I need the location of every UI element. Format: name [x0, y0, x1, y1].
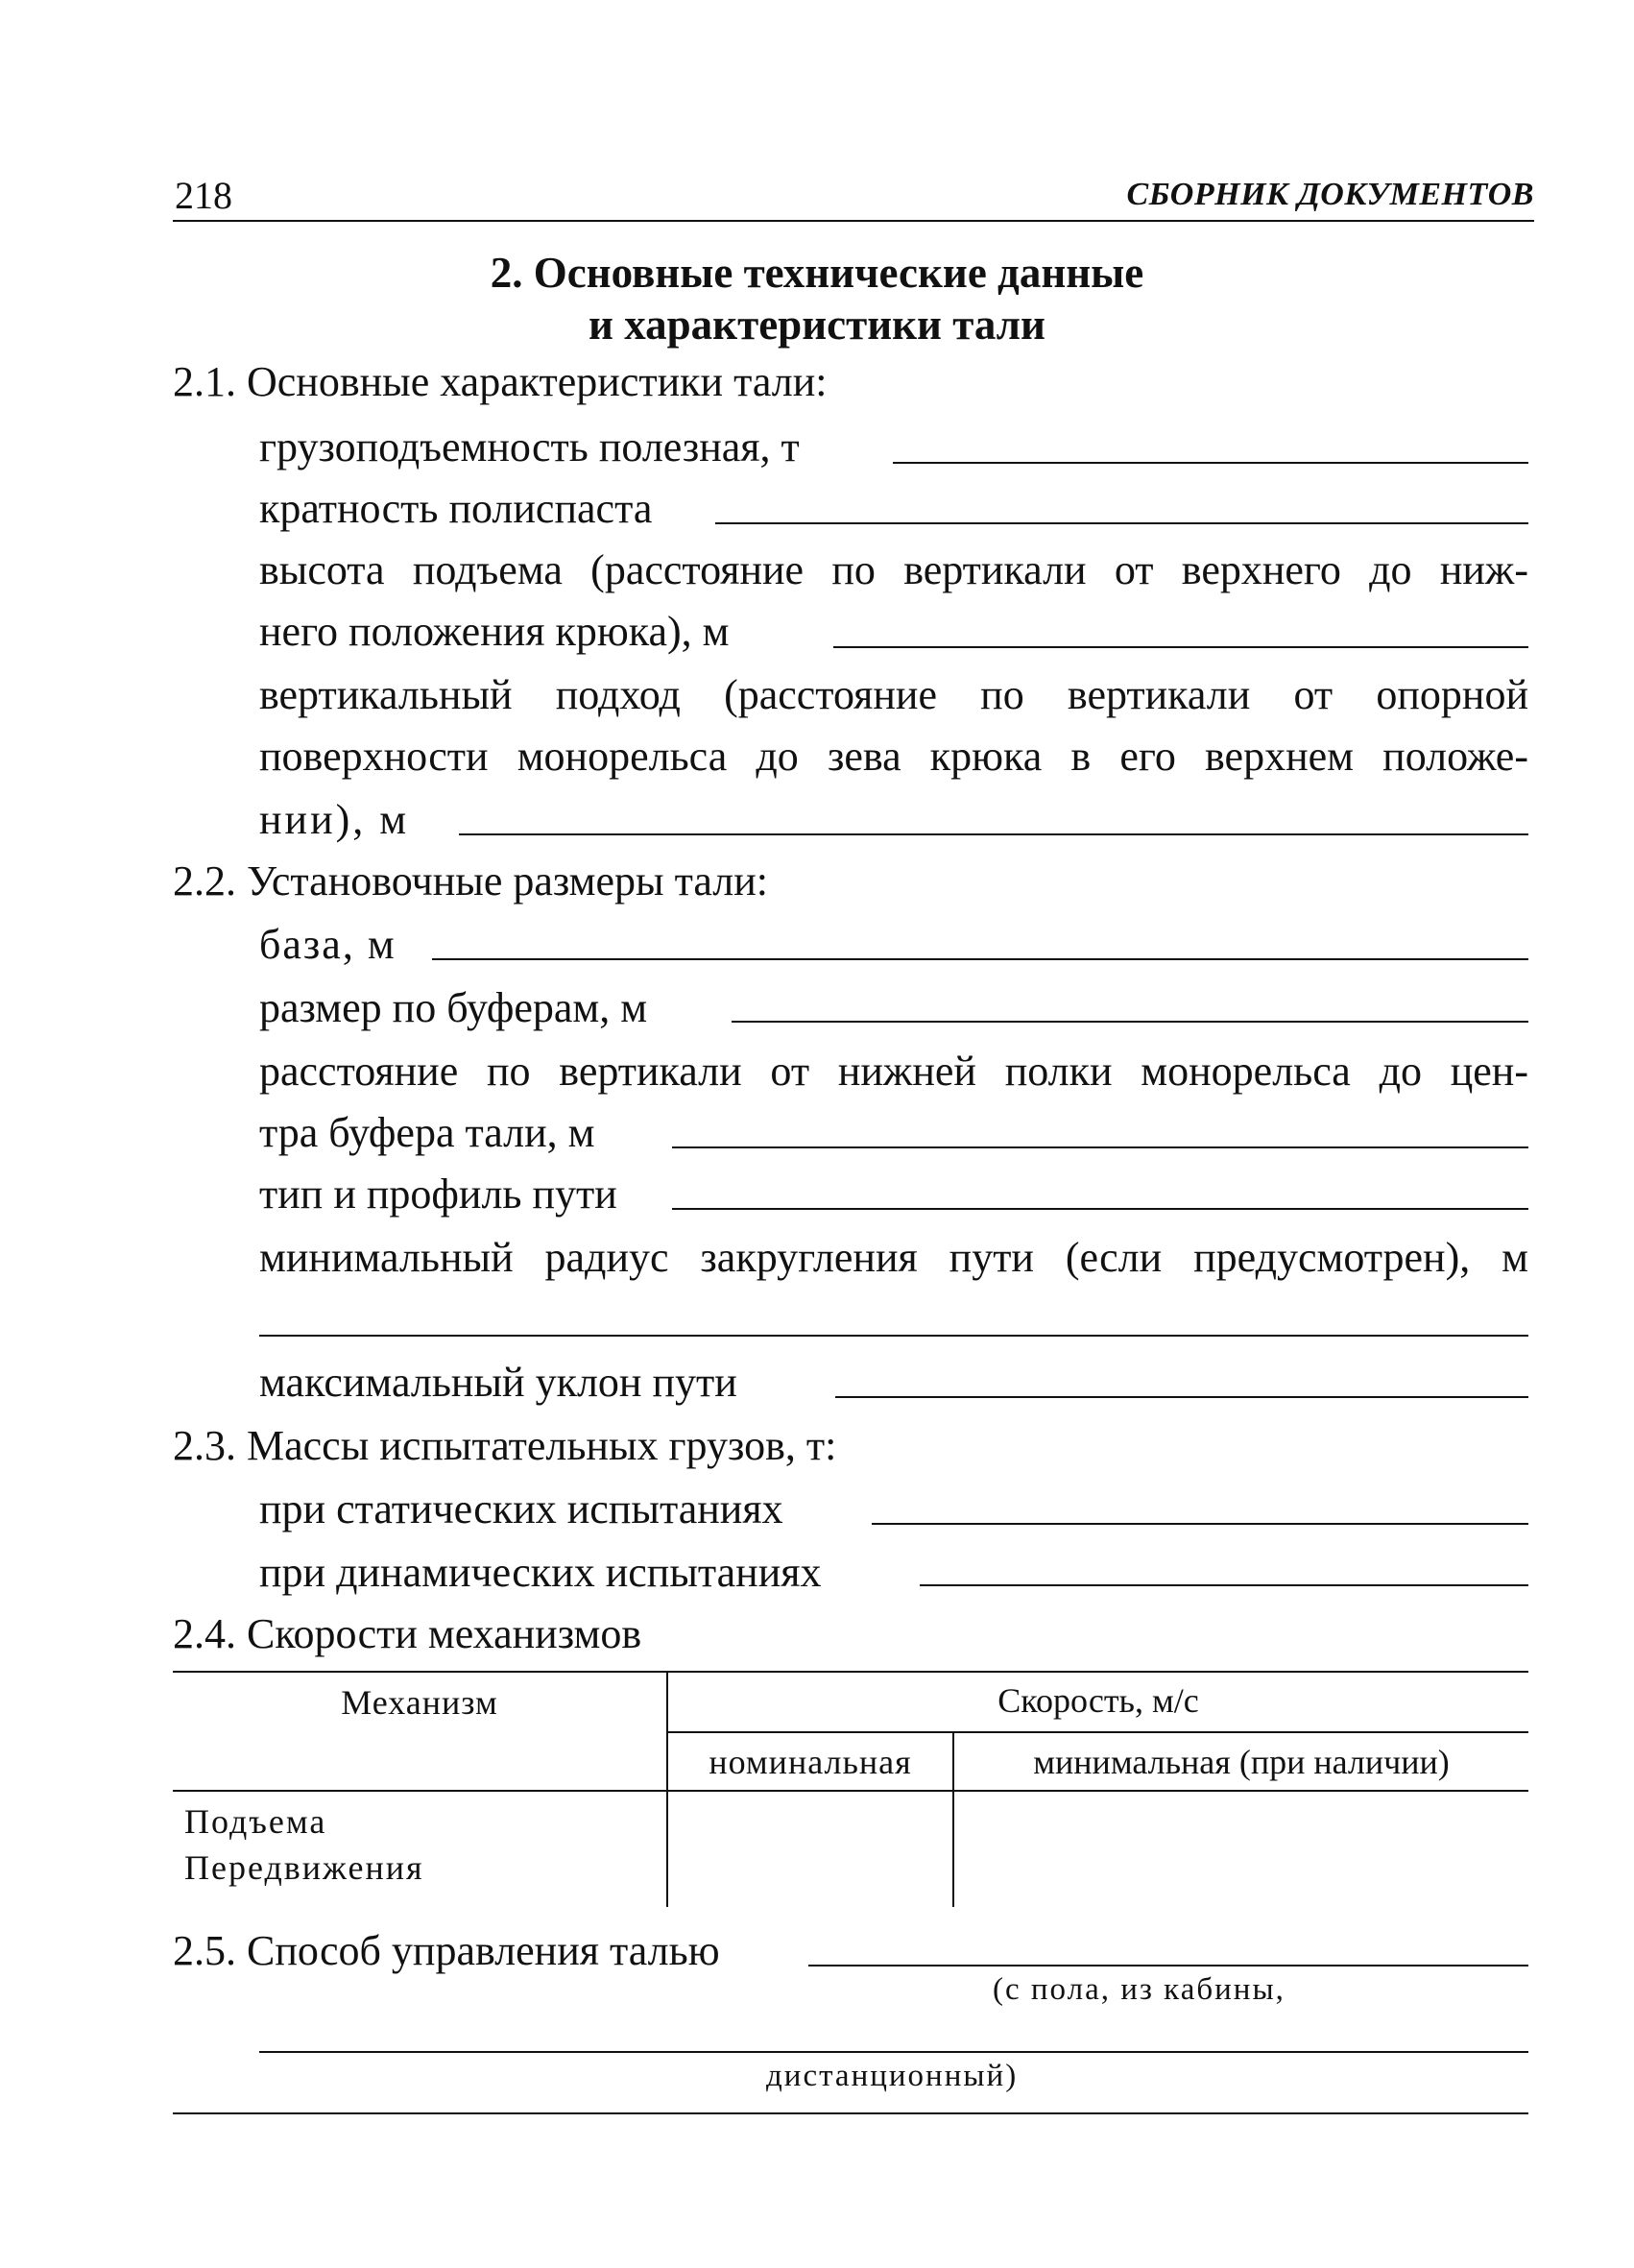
- table-top-rule: [173, 1671, 1528, 1673]
- buffer-size-label: размер по буферам, м: [259, 984, 648, 1031]
- buffer-size-field[interactable]: [732, 1021, 1528, 1023]
- track-radius-label: минимальный радиус закругления пути (если предусмотрен), м: [259, 1234, 1528, 1281]
- subsection-2-5-heading: 2.5. Способ управления талью: [173, 1927, 720, 1974]
- lift-height-label-line2: него положения крюка), м: [259, 608, 730, 655]
- base-field[interactable]: [432, 958, 1528, 960]
- bottom-rule: [173, 2112, 1528, 2114]
- dynamic-test-field[interactable]: [920, 1584, 1528, 1586]
- static-test-label: при статических испытаниях: [259, 1485, 783, 1532]
- control-method-field[interactable]: [808, 1965, 1528, 1966]
- track-slope-label: максимальный уклон пути: [259, 1359, 737, 1406]
- table-row-label: Передвижения: [184, 1848, 424, 1887]
- subsection-2-1-heading: 2.1. Основные характеристики тали:: [173, 358, 828, 405]
- table-header-nominal: номинальная: [709, 1743, 912, 1781]
- vertical-approach-label-line3: нии), м: [259, 796, 410, 843]
- header-rule: [173, 220, 1534, 222]
- subsection-2-2-heading: 2.2. Установочные размеры тали:: [173, 857, 768, 905]
- table-subheader-rule: [666, 1731, 1528, 1733]
- static-test-field[interactable]: [872, 1523, 1528, 1525]
- control-method-hint-line1: (с пола, из кабины,: [993, 1972, 1286, 2007]
- multiplicity-label: кратность полиспаста: [259, 485, 653, 532]
- table-cell-minimal[interactable]: [954, 1792, 1528, 1905]
- track-radius-field[interactable]: [259, 1335, 1528, 1337]
- track-type-label: тип и профиль пути: [259, 1170, 617, 1218]
- section-title-line1: 2. Основные технические данные: [490, 249, 1144, 297]
- lift-height-label-line1: высота подъема (расстояние по вертикали от верхнего до ниж-: [259, 546, 1528, 593]
- subsection-2-3-heading: 2.3. Массы испытательных грузов, т:: [173, 1422, 837, 1469]
- table-header-speed: Скорость, м/с: [997, 1681, 1199, 1720]
- subsection-2-4-heading: 2.4. Скорости механизмов: [173, 1610, 642, 1657]
- capacity-field[interactable]: [893, 462, 1528, 464]
- control-method-field-continued[interactable]: [259, 2051, 1528, 2053]
- table-header-minimal: минимальная (при наличии): [1033, 1743, 1450, 1781]
- capacity-label: грузоподъемность полезная, т: [259, 423, 800, 470]
- dynamic-test-label: при динамических испытаниях: [259, 1549, 822, 1596]
- track-slope-field[interactable]: [835, 1396, 1528, 1398]
- vertical-approach-label-line1: вертикальный подход (расстояние по вертикали от опорной: [259, 671, 1528, 718]
- vertical-approach-field[interactable]: [459, 833, 1528, 835]
- buffer-distance-label-line1: расстояние по вертикали от нижней полки монорельса до цен-: [259, 1048, 1528, 1095]
- running-header-title: СБОРНИК ДОКУМЕНТОВ: [1126, 177, 1534, 212]
- table-cell-nominal[interactable]: [668, 1792, 952, 1905]
- buffer-distance-field[interactable]: [672, 1146, 1528, 1148]
- table-header-mechanism: Механизм: [341, 1683, 498, 1722]
- track-type-field[interactable]: [672, 1208, 1528, 1210]
- base-label: база, м: [259, 921, 396, 968]
- multiplicity-field[interactable]: [715, 522, 1528, 524]
- control-method-hint-line2: дистанционный): [766, 2059, 1019, 2093]
- table-row-label: Подъема: [184, 1802, 327, 1841]
- lift-height-field[interactable]: [833, 646, 1528, 648]
- section-title-line2: и характеристики тали: [589, 301, 1045, 349]
- buffer-distance-label-line2: тра буфера тали, м: [259, 1109, 595, 1156]
- vertical-approach-label-line2: поверхности монорельса до зева крюка в его верхнем положе-: [259, 733, 1528, 780]
- page-number: 218: [175, 174, 232, 217]
